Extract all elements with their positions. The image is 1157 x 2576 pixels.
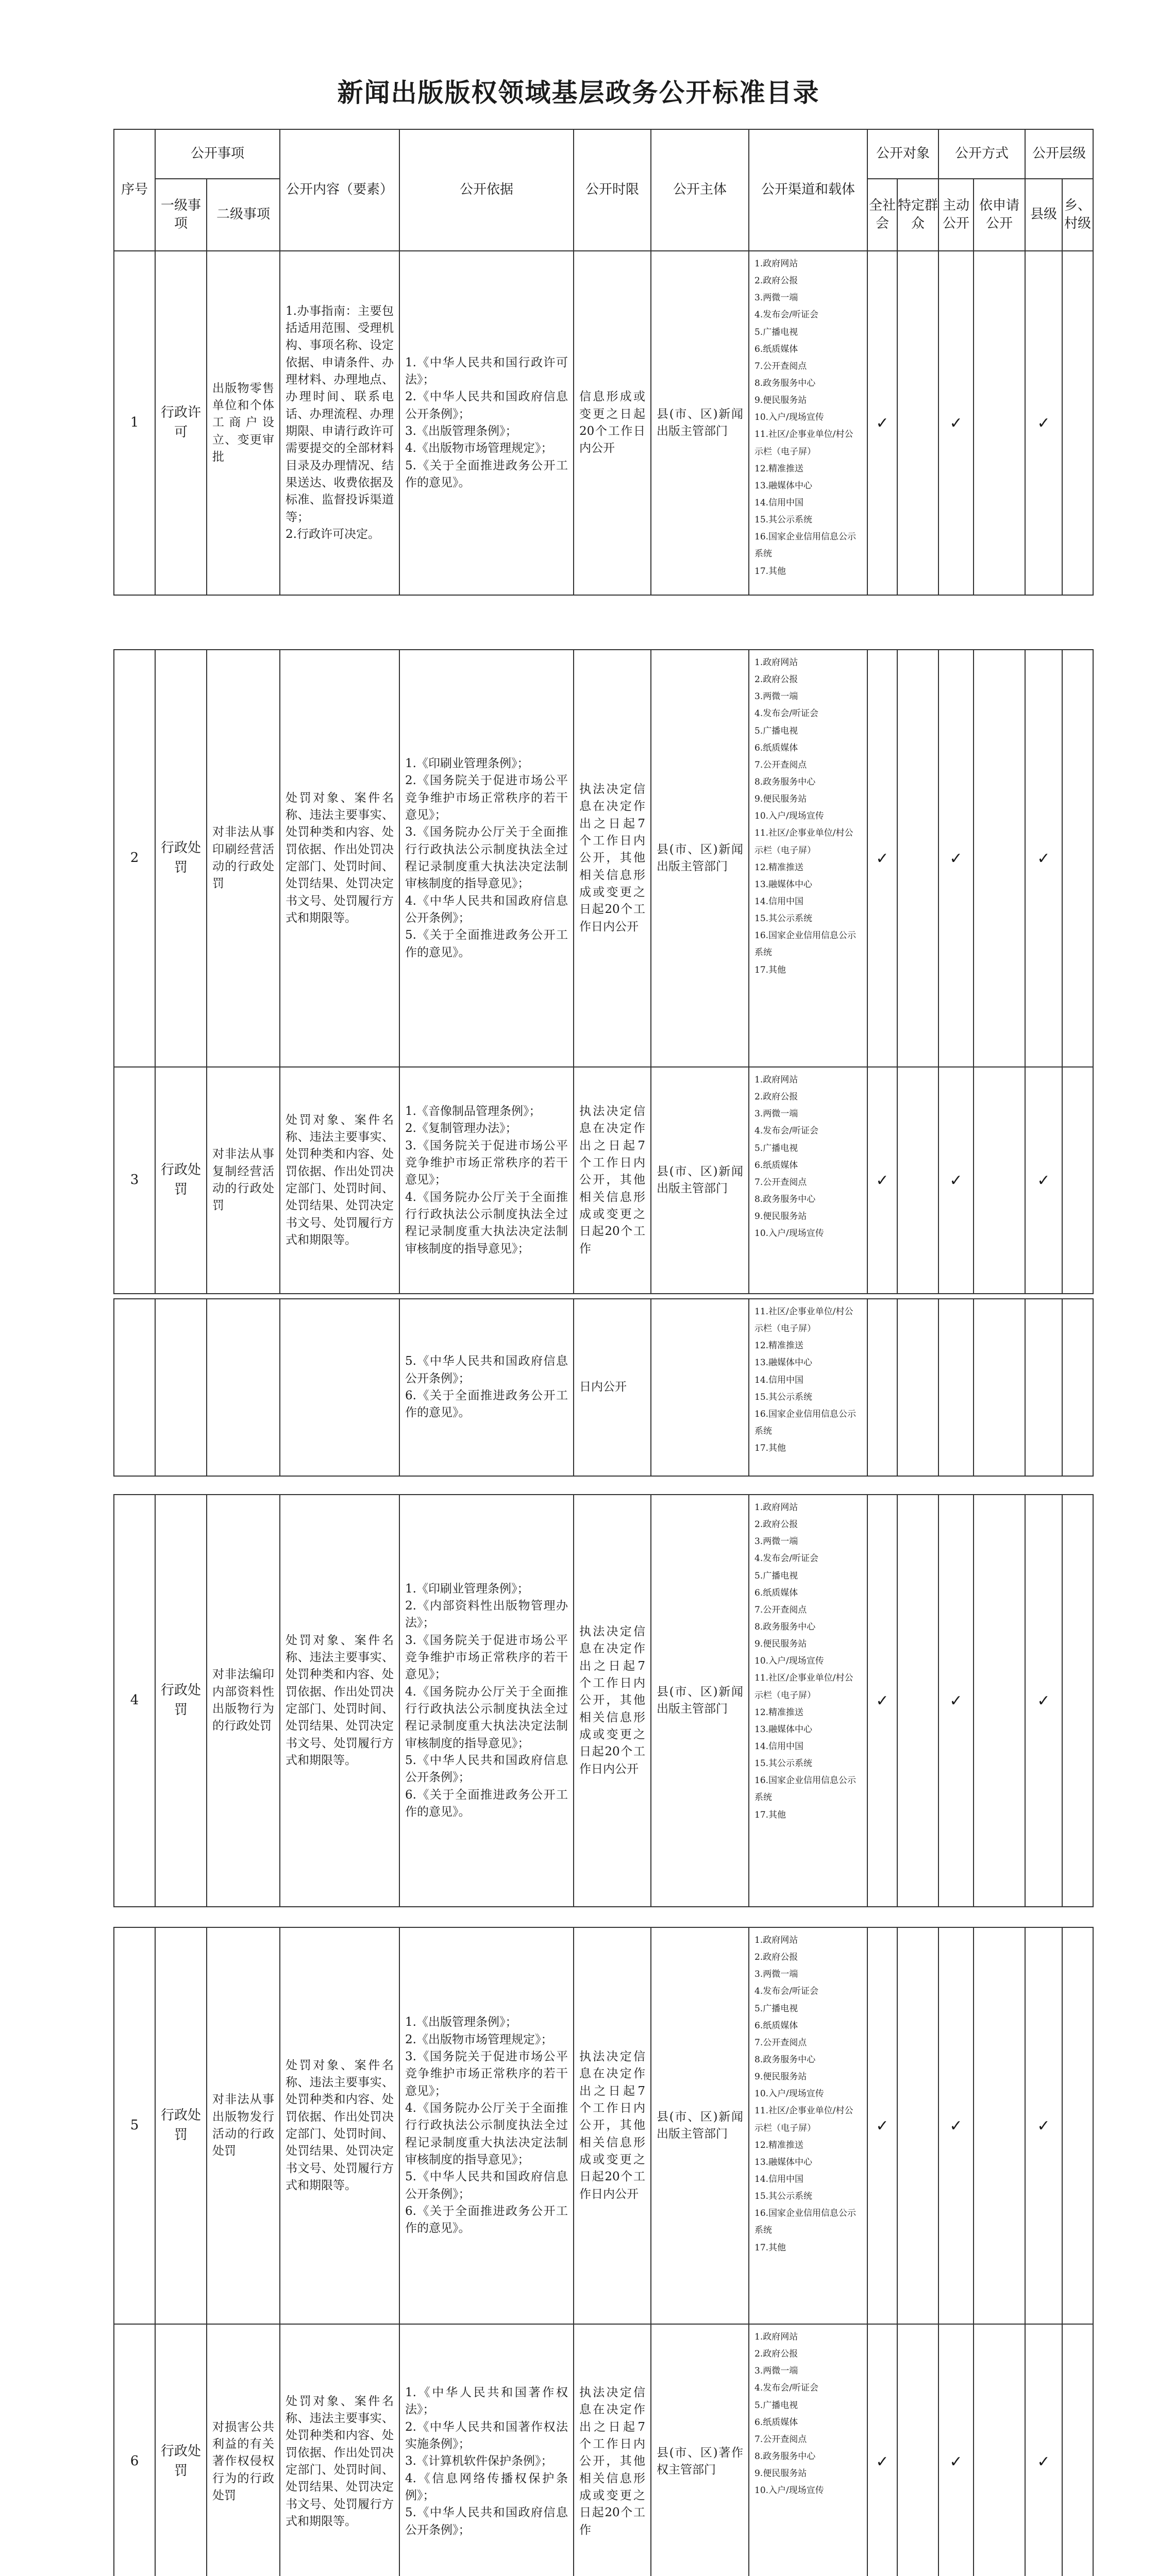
channel-line: 1.政府网站 <box>754 1935 798 1945</box>
check-county: ✓ <box>1025 251 1062 595</box>
channel-line: 10.入户/现场宣传 <box>754 2485 824 2496</box>
check-all-society: ✓ <box>867 251 897 595</box>
channel-line: 9.便民服务站 <box>754 1211 807 1222</box>
channel-line: 9.便民服务站 <box>754 1639 807 1650</box>
channel-line: 13.融媒体中心 <box>754 2157 813 2167</box>
basis-line: 5.《关于全面推进政务公开工作的意见》。 <box>405 459 568 490</box>
channel-line: 6.纸质媒体 <box>754 742 798 753</box>
channel-line: 3.两微一端 <box>754 1536 798 1547</box>
header-all-society: 全社会 <box>867 179 897 251</box>
channel-line: 16.国家企业信用信息公示系统 <box>754 532 857 560</box>
header-on-request: 依申请公开 <box>974 179 1025 251</box>
header-specific-group: 特定群众 <box>897 179 938 251</box>
channel-line: 2.政府公报 <box>754 1519 798 1530</box>
basis-line: 4.《信息网络传播权保护条例》； <box>405 2471 568 2503</box>
row-content: 处罚对象、案件名称、违法主要事实、处罚种类和内容、处罚依据、作出处罚决定部门、处罚时间、处罚结果、处罚决定书文号、处罚履行方式和期限等。 <box>280 1927 399 2324</box>
row-seq: 3 <box>114 1067 155 1294</box>
channel-line: 8.政务服务中心 <box>754 1621 816 1632</box>
check-county: ✓ <box>1025 1927 1062 2324</box>
table-row <box>114 251 1093 595</box>
check-on-request <box>974 1495 1025 1907</box>
check-all-society <box>867 1299 897 1476</box>
row-time: 执法决定信息在决定作出之日起7个工作日内公开，其他相关信息形成或变更之日起20个工作 <box>574 1067 651 1294</box>
table-row <box>114 1067 1093 1294</box>
channel-line: 12.精准推送 <box>754 1707 804 1718</box>
channel-line: 5.广播电视 <box>754 1570 798 1581</box>
channel-line: 4.发布会/听证会 <box>754 1986 818 1997</box>
row-level2: 对非法编印内部资料性出版物行为的行政处罚 <box>207 1495 280 1907</box>
channel-line: 1.政府网站 <box>754 2332 798 2342</box>
check-specific-group <box>897 650 938 1067</box>
channel-line: 11.社区/企事业单位/村公示栏（电子屏） <box>754 828 853 856</box>
channel-line: 11.社区/企事业单位/村公示栏（电子屏） <box>754 1673 853 1701</box>
channel-line: 7.公开查阅点 <box>754 361 807 371</box>
check-specific-group <box>897 1067 938 1294</box>
header-seq: 序号 <box>114 129 155 251</box>
check-active: ✓ <box>938 650 974 1067</box>
channel-line: 13.融媒体中心 <box>754 1358 813 1368</box>
channel-line: 13.融媒体中心 <box>754 1724 813 1735</box>
channel-line: 2.政府公报 <box>754 276 798 286</box>
check-active: ✓ <box>938 251 974 595</box>
check-township <box>1062 1067 1093 1294</box>
row-time: 执法决定信息在决定作出之日起7个工作日内公开，其他相关信息形成或变更之日起20个工作 <box>574 2324 651 2576</box>
channel-line: 17.其他 <box>754 566 786 577</box>
row-level1: 行政处罚 <box>155 2324 207 2576</box>
row-channels <box>749 1067 867 1294</box>
channel-line: 17.其他 <box>754 964 786 975</box>
row-level2 <box>207 1299 280 1476</box>
channel-line: 16.国家企业信用信息公示系统 <box>754 1409 857 1436</box>
channel-line: 6.纸质媒体 <box>754 2020 798 2031</box>
channel-line: 1.政府网站 <box>754 259 798 269</box>
content-line: 1.办事指南：主要包括适用范围、受理机构、事项名称、设定依据、申请条件、办理材料、办理地点、办理时间、联系电话、办理流程、办理期限、申请行政许可需要提交的全部材料目录及办理情况、结果送达、收费依据及标准、监督投诉渠道等； <box>286 304 394 524</box>
header-level2: 二级事项 <box>207 179 280 251</box>
channel-line: 4.发布会/听证会 <box>754 2383 818 2394</box>
channel-line: 2.政府公报 <box>754 2349 798 2360</box>
row-level2: 出版物零售单位和个体工商户设立、变更审批 <box>207 251 280 595</box>
check-on-request <box>974 2324 1025 2576</box>
channel-line: 6.纸质媒体 <box>754 2417 798 2428</box>
check-township <box>1062 1299 1093 1476</box>
check-active: ✓ <box>938 1067 974 1294</box>
channel-line: 10.入户/现场宣传 <box>754 1656 824 1667</box>
row-basis <box>399 1495 574 1907</box>
row-content: 处罚对象、案件名称、违法主要事实、处罚种类和内容、处罚依据、作出处罚决定部门、处罚时间、处罚结果、处罚决定书文号、处罚履行方式和期限等。 <box>280 2324 399 2576</box>
channel-line: 9.便民服务站 <box>754 2468 807 2479</box>
basis-line: 4.《国务院办公厅关于全面推行行政执法公示制度执法全过程记录制度重大执法决定法制审核制度的指导意见》； <box>405 1685 568 1750</box>
channel-line: 2.政府公报 <box>754 674 798 685</box>
check-specific-group <box>897 1495 938 1907</box>
table-row <box>114 650 1093 1067</box>
check-specific-group <box>897 1927 938 2324</box>
catalog-table <box>113 649 1094 1294</box>
channel-line: 9.便民服务站 <box>754 2072 807 2082</box>
header-basis: 公开依据 <box>399 129 574 251</box>
check-active: ✓ <box>938 1927 974 2324</box>
row-time: 执法决定信息在决定作出之日起7个工作日内公开，其他相关信息形成或变更之日起20个工作日内公开 <box>574 1495 651 1907</box>
basis-line: 6.《关于全面推进政务公开工作的意见》。 <box>405 2205 568 2235</box>
channel-line: 15.其公示系统 <box>754 913 813 924</box>
row-time: 信息形成或变更之日起20个工作日内公开 <box>574 251 651 595</box>
header-subject: 公开主体 <box>651 129 749 251</box>
channel-line: 8.政务服务中心 <box>754 2054 816 2065</box>
row-channels <box>749 650 867 1067</box>
basis-line: 1.《印刷业管理条例》； <box>405 1582 529 1596</box>
check-township <box>1062 1927 1093 2324</box>
row-content <box>280 251 399 595</box>
channel-line: 15.其公示系统 <box>754 515 813 526</box>
channel-line: 1.政府网站 <box>754 1075 798 1085</box>
basis-line: 3.《计算机软件保护条例》； <box>405 2454 553 2468</box>
table-row <box>114 2324 1093 2576</box>
channel-line: 5.广播电视 <box>754 2400 798 2411</box>
row-content: 处罚对象、案件名称、违法主要事实、处罚种类和内容、处罚依据、作出处罚决定部门、处罚时间、处罚结果、处罚决定书文号、处罚履行方式和期限等。 <box>280 650 399 1067</box>
check-on-request <box>974 1299 1025 1476</box>
channel-line: 3.两微一端 <box>754 1969 798 1980</box>
row-seq <box>114 1299 155 1476</box>
basis-line: 5.《中华人民共和国政府信息公开条例》； <box>405 2506 568 2537</box>
basis-line: 1.《中华人民共和国著作权法》； <box>405 2385 568 2417</box>
check-active: ✓ <box>938 2324 974 2576</box>
channel-line: 15.其公示系统 <box>754 1758 813 1769</box>
channel-line: 2.政府公报 <box>754 1092 798 1103</box>
channel-line: 6.纸质媒体 <box>754 1160 798 1171</box>
table-row <box>114 1495 1093 1907</box>
channel-line: 4.发布会/听证会 <box>754 1553 818 1564</box>
check-specific-group <box>897 2324 938 2576</box>
channel-line: 17.其他 <box>754 2242 786 2253</box>
channel-line: 4.发布会/听证会 <box>754 708 818 719</box>
row-subject: 县(市、区)新闻出版主管部门 <box>651 1927 749 2324</box>
header-target: 公开对象 <box>867 129 938 179</box>
channel-line: 3.两微一端 <box>754 691 798 702</box>
check-on-request <box>974 650 1025 1067</box>
channel-line: 10.入户/现场宣传 <box>754 412 824 423</box>
channel-line: 6.纸质媒体 <box>754 344 798 354</box>
channel-line: 3.两微一端 <box>754 2366 798 2377</box>
basis-line: 4.《出版物市场管理规定》； <box>405 442 553 455</box>
channel-line: 4.发布会/听证会 <box>754 310 818 320</box>
row-seq: 4 <box>114 1495 155 1907</box>
table-row <box>114 1299 1093 1476</box>
catalog-table <box>113 129 1094 596</box>
header-level1: 一级事项 <box>155 179 207 251</box>
basis-line: 3.《国务院办公厅关于全面推行行政执法公示制度执法全过程记录制度重大执法决定法制审核制度的指导意见》； <box>405 825 568 891</box>
row-content: 处罚对象、案件名称、违法主要事实、处罚种类和内容、处罚依据、作出处罚决定部门、处罚时间、处罚结果、处罚决定书文号、处罚履行方式和期限等。 <box>280 1495 399 1907</box>
row-subject: 县(市、区)新闻出版主管部门 <box>651 650 749 1067</box>
check-on-request <box>974 1927 1025 2324</box>
page-title: 新闻出版版权领域基层政务公开标准目录 <box>337 77 820 108</box>
content-line: 2.行政许可决定。 <box>286 528 380 541</box>
basis-line: 3.《国务院关于促进市场公平竞争维护市场正常秩序的若干意见》； <box>405 2049 568 2098</box>
basis-line: 1.《印刷业管理条例》； <box>405 756 529 770</box>
channel-line: 8.政务服务中心 <box>754 2451 816 2462</box>
header-content: 公开内容（要素） <box>280 129 399 251</box>
row-channels <box>749 1927 867 2324</box>
basis-line: 2.《国务院关于促进市场公平竞争维护市场正常秩序的若干意见》； <box>405 774 568 822</box>
row-level2: 对损害公共利益的有关著作权侵权行为的行政处罚 <box>207 2324 280 2576</box>
header-county: 县级 <box>1025 179 1062 251</box>
check-county: ✓ <box>1025 2324 1062 2576</box>
check-county <box>1025 1299 1062 1476</box>
row-channels <box>749 251 867 595</box>
row-subject: 县(市、区)新闻出版主管部门 <box>651 251 749 595</box>
basis-line: 3.《出版管理条例》； <box>405 425 517 438</box>
catalog-table <box>113 1298 1094 1477</box>
check-township <box>1062 2324 1093 2576</box>
row-content <box>280 1299 399 1476</box>
channel-line: 17.其他 <box>754 1443 786 1454</box>
row-level1: 行政处罚 <box>155 1927 207 2324</box>
row-seq: 1 <box>114 251 155 595</box>
header-time: 公开时限 <box>574 129 651 251</box>
catalog-table <box>113 1927 1094 2576</box>
row-level1 <box>155 1299 207 1476</box>
check-active: ✓ <box>938 1495 974 1907</box>
check-all-society: ✓ <box>867 2324 897 2576</box>
check-township <box>1062 650 1093 1067</box>
basis-line: 5.《中华人民共和国政府信息公开条例》； <box>405 1354 568 1385</box>
channel-line: 3.两微一端 <box>754 1109 798 1120</box>
channel-line: 7.公开查阅点 <box>754 1604 807 1615</box>
row-subject: 县(市、区)新闻出版主管部门 <box>651 1495 749 1907</box>
check-specific-group <box>897 251 938 595</box>
channel-line: 16.国家企业信用信息公示系统 <box>754 930 857 958</box>
channel-line: 12.精准推送 <box>754 463 804 474</box>
channel-line: 7.公开查阅点 <box>754 759 807 770</box>
basis-line: 5.《关于全面推进政务公开工作的意见》。 <box>405 928 568 959</box>
channel-line: 3.两微一端 <box>754 293 798 303</box>
channel-line: 10.入户/现场宣传 <box>754 2089 824 2099</box>
basis-line: 2.《中华人民共和国政府信息公开条例》； <box>405 390 568 421</box>
row-basis <box>399 1927 574 2324</box>
header-township: 乡、村级 <box>1062 179 1093 251</box>
basis-line: 2.《内部资料性出版物管理办法》； <box>405 1599 568 1630</box>
basis-line: 1.《音像制品管理条例》； <box>405 1104 541 1118</box>
row-level2: 对非法从事出版物发行活动的行政处罚 <box>207 1927 280 2324</box>
channel-line: 14.信用中国 <box>754 896 804 907</box>
basis-line: 6.《关于全面推进政务公开工作的意见》。 <box>405 1788 568 1819</box>
channel-line: 9.便民服务站 <box>754 794 807 805</box>
basis-line: 5.《中华人民共和国政府信息公开条例》； <box>405 2170 568 2201</box>
row-level1: 行政许可 <box>155 251 207 595</box>
header-active: 主动公开 <box>938 179 974 251</box>
row-basis <box>399 2324 574 2576</box>
row-channels <box>749 1299 867 1476</box>
check-specific-group <box>897 1299 938 1476</box>
basis-line: 2.《复制管理办法》； <box>405 1122 517 1136</box>
check-on-request <box>974 1067 1025 1294</box>
check-township <box>1062 251 1093 595</box>
channel-line: 17.其他 <box>754 1809 786 1820</box>
row-basis <box>399 1299 574 1476</box>
channel-line: 7.公开查阅点 <box>754 2434 807 2445</box>
channel-line: 14.信用中国 <box>754 497 804 508</box>
check-county: ✓ <box>1025 1067 1062 1294</box>
channel-line: 14.信用中国 <box>754 1741 804 1752</box>
channel-line: 12.精准推送 <box>754 1341 804 1351</box>
basis-line: 2.《中华人民共和国著作权法实施条例》； <box>405 2420 568 2451</box>
row-seq: 5 <box>114 1927 155 2324</box>
row-content: 处罚对象、案件名称、违法主要事实、处罚种类和内容、处罚依据、作出处罚决定部门、处罚时间、处罚结果、处罚决定书文号、处罚履行方式和期限等。 <box>280 1067 399 1294</box>
channel-line: 12.精准推送 <box>754 862 804 873</box>
check-all-society: ✓ <box>867 1495 897 1907</box>
channel-line: 10.入户/现场宣传 <box>754 1228 824 1239</box>
basis-line: 1.《中华人民共和国行政许可法》； <box>405 355 568 386</box>
channel-line: 16.国家企业信用信息公示系统 <box>754 2208 857 2236</box>
basis-line: 5.《中华人民共和国政府信息公开条例》； <box>405 1754 568 1785</box>
basis-line: 4.《国务院办公厅关于全面推行行政执法公示制度执法全过程记录制度重大执法决定法制审核制度的指导意见》； <box>405 2101 568 2167</box>
channel-line: 8.政务服务中心 <box>754 1194 816 1205</box>
basis-line: 4.《中华人民共和国政府信息公开条例》； <box>405 894 568 925</box>
channel-line: 13.融媒体中心 <box>754 879 813 890</box>
row-level1: 行政处罚 <box>155 1067 207 1294</box>
row-channels <box>749 2324 867 2576</box>
catalog-table <box>113 1494 1094 1907</box>
row-subject <box>651 1299 749 1476</box>
channel-line: 9.便民服务站 <box>754 395 807 406</box>
basis-line: 1.《出版管理条例》； <box>405 2015 517 2029</box>
channel-line: 2.政府公报 <box>754 1952 798 1963</box>
channel-line: 5.广播电视 <box>754 2003 798 2014</box>
basis-line: 3.《国务院关于促进市场公平竞争维护市场正常秩序的若干意见》； <box>405 1139 568 1187</box>
channel-line: 11.社区/企事业单位/村公示栏（电子屏） <box>754 429 853 457</box>
row-seq: 2 <box>114 650 155 1067</box>
row-time: 日内公开 <box>574 1299 651 1476</box>
basis-line: 2.《出版物市场管理规定》； <box>405 2032 553 2046</box>
channel-line: 11.社区/企事业单位/村公示栏（电子屏） <box>754 1307 853 1334</box>
basis-line: 3.《国务院关于促进市场公平竞争维护市场正常秩序的若干意见》； <box>405 1633 568 1682</box>
row-level1: 行政处罚 <box>155 650 207 1067</box>
row-time: 执法决定信息在决定作出之日起7个工作日内公开，其他相关信息形成或变更之日起20个工作日内公开 <box>574 1927 651 2324</box>
row-subject: 县(市、区)新闻出版主管部门 <box>651 1067 749 1294</box>
channel-line: 7.公开查阅点 <box>754 1177 807 1188</box>
channel-line: 8.政务服务中心 <box>754 378 816 388</box>
channel-line: 7.公开查阅点 <box>754 2037 807 2048</box>
row-subject: 县(市、区)著作权主管部门 <box>651 2324 749 2576</box>
row-basis <box>399 650 574 1067</box>
check-county: ✓ <box>1025 650 1062 1067</box>
channel-line: 5.广播电视 <box>754 1143 798 1154</box>
channel-line: 15.其公示系统 <box>754 1392 813 1402</box>
header-level: 公开层级 <box>1025 129 1093 179</box>
basis-line: 6.《关于全面推进政务公开工作的意见》。 <box>405 1389 568 1420</box>
check-all-society: ✓ <box>867 650 897 1067</box>
row-level2: 对非法从事复制经营活动的行政处罚 <box>207 1067 280 1294</box>
check-active <box>938 1299 974 1476</box>
channel-line: 14.信用中国 <box>754 1375 804 1385</box>
row-seq: 6 <box>114 2324 155 2576</box>
basis-line: 4.《国务院办公厅关于全面推行行政执法公示制度执法全过程记录制度重大执法决定法制审核制度的指导意见》； <box>405 1190 568 1256</box>
channel-line: 16.国家企业信用信息公示系统 <box>754 1775 857 1803</box>
channel-line: 13.融媒体中心 <box>754 480 813 491</box>
row-level1: 行政处罚 <box>155 1495 207 1907</box>
header-mode: 公开方式 <box>938 129 1025 179</box>
channel-line: 11.社区/企事业单位/村公示栏（电子屏） <box>754 2106 853 2133</box>
channel-line: 15.其公示系统 <box>754 2191 813 2202</box>
channel-line: 6.纸质媒体 <box>754 1587 798 1598</box>
row-basis <box>399 251 574 595</box>
table-row <box>114 1927 1093 2324</box>
row-level2: 对非法从事印刷经营活动的行政处罚 <box>207 650 280 1067</box>
check-all-society: ✓ <box>867 1067 897 1294</box>
channel-line: 12.精准推送 <box>754 2140 804 2150</box>
row-basis <box>399 1067 574 1294</box>
channel-line: 8.政务服务中心 <box>754 776 816 787</box>
check-county: ✓ <box>1025 1495 1062 1907</box>
channel-line: 10.入户/现场宣传 <box>754 811 824 822</box>
channel-line: 4.发布会/听证会 <box>754 1126 818 1137</box>
check-township <box>1062 1495 1093 1907</box>
row-time: 执法决定信息在决定作出之日起7个工作日内公开，其他相关信息形成或变更之日起20个工作日内公开 <box>574 650 651 1067</box>
channel-line: 1.政府网站 <box>754 657 798 668</box>
channel-line: 5.广播电视 <box>754 725 798 736</box>
check-all-society: ✓ <box>867 1927 897 2324</box>
channel-line: 1.政府网站 <box>754 1502 798 1513</box>
channel-line: 5.广播电视 <box>754 327 798 337</box>
check-on-request <box>974 251 1025 595</box>
header-public-matter: 公开事项 <box>155 129 280 179</box>
row-channels <box>749 1495 867 1907</box>
header-channel: 公开渠道和载体 <box>749 129 867 251</box>
channel-line: 14.信用中国 <box>754 2174 804 2184</box>
